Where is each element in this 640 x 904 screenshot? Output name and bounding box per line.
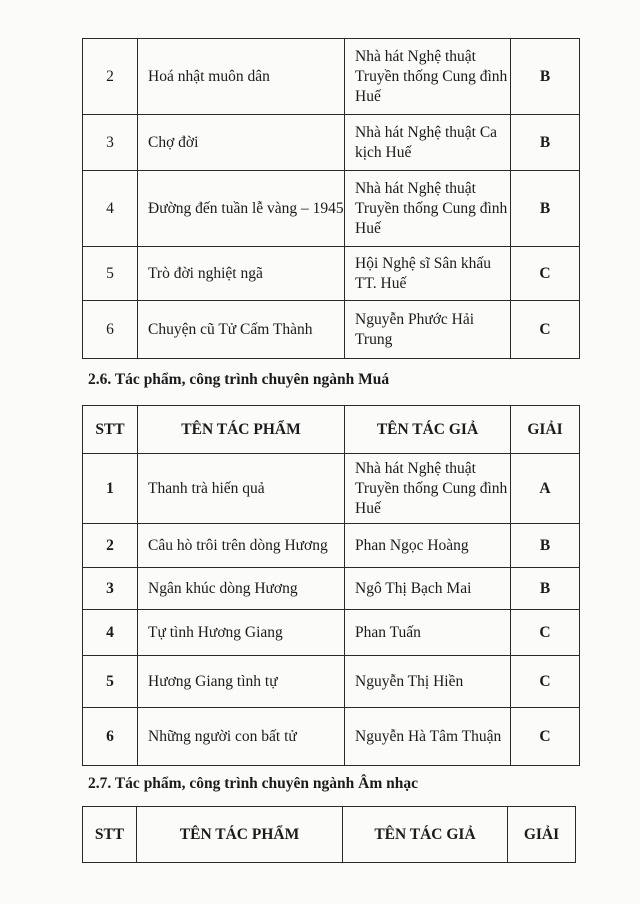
author-cell: Hội Nghệ sĩ Sân khấu TT. Huế — [345, 247, 511, 301]
work-name-cell: Đường đến tuần lễ vàng – 1945 — [138, 171, 345, 247]
stt-cell: 2 — [83, 39, 138, 115]
author-cell: Nhà hát Nghệ thuật Truyền thống Cung đình Huế — [345, 454, 511, 524]
author-cell: Nhà hát Nghệ thuật Truyền thống Cung đình Huế — [345, 39, 511, 115]
stt-cell: 4 — [83, 610, 138, 656]
award-cell: B — [511, 39, 580, 115]
author-cell: Phan Tuấn — [345, 610, 511, 656]
table-row — [83, 39, 580, 115]
stt-cell: 6 — [83, 301, 138, 359]
work-name-cell: Hoá nhật muôn dân — [138, 39, 345, 115]
work-name-cell: Câu hò trôi trên dòng Hương — [138, 524, 345, 568]
table-header-row — [83, 406, 580, 454]
work-name-cell: Hương Giang tình tự — [138, 656, 345, 708]
author-cell: Nhà hát Nghệ thuật Truyền thống Cung đình Huế — [345, 171, 511, 247]
stt-cell: 6 — [83, 708, 138, 766]
author-cell: Nhà hát Nghệ thuật Ca kịch Huế — [345, 115, 511, 171]
award-cell: C — [511, 247, 580, 301]
table-row — [83, 301, 580, 359]
work-name-cell: Tự tình Hương Giang — [138, 610, 345, 656]
award-cell: C — [511, 708, 580, 766]
awards-table-continued — [82, 38, 580, 359]
stt-cell: 4 — [83, 171, 138, 247]
award-cell: C — [511, 301, 580, 359]
award-cell: C — [511, 656, 580, 708]
work-name-cell: Chuyện cũ Tử Cấm Thành — [138, 301, 345, 359]
work-name-cell: Trò đời nghiệt ngã — [138, 247, 345, 301]
award-cell: B — [511, 568, 580, 610]
header-stt: STT — [83, 807, 137, 863]
table-row — [83, 708, 580, 766]
work-name-cell: Những người con bất tử — [138, 708, 345, 766]
author-cell: Nguyễn Thị Hiền — [345, 656, 511, 708]
author-cell: Ngô Thị Bạch Mai — [345, 568, 511, 610]
music-awards-table — [82, 806, 576, 863]
section-heading-dance: 2.6. Tác phẩm, công trình chuyên ngành Muá — [88, 371, 390, 388]
award-cell: B — [511, 171, 580, 247]
stt-cell: 3 — [83, 115, 138, 171]
stt-cell: 1 — [83, 454, 138, 524]
header-award: GIẢI — [511, 406, 580, 454]
award-cell: B — [511, 524, 580, 568]
header-award: GIẢI — [508, 807, 576, 863]
stt-cell: 5 — [83, 656, 138, 708]
table-row — [83, 524, 580, 568]
table-row — [83, 171, 580, 247]
table-row — [83, 115, 580, 171]
header-author: TÊN TÁC GIẢ — [343, 807, 508, 863]
table-row — [83, 454, 580, 524]
table-row — [83, 247, 580, 301]
stt-cell: 5 — [83, 247, 138, 301]
award-cell: C — [511, 610, 580, 656]
work-name-cell: Chợ đời — [138, 115, 345, 171]
award-cell: B — [511, 115, 580, 171]
table-row — [83, 656, 580, 708]
work-name-cell: Thanh trà hiến quả — [138, 454, 345, 524]
stt-cell: 3 — [83, 568, 138, 610]
author-cell: Phan Ngọc Hoàng — [345, 524, 511, 568]
header-work-name: TÊN TÁC PHẨM — [137, 807, 343, 863]
award-cell: A — [511, 454, 580, 524]
author-cell: Nguyễn Hà Tâm Thuận — [345, 708, 511, 766]
author-cell: Nguyễn Phước Hải Trung — [345, 301, 511, 359]
dance-awards-table — [82, 405, 580, 766]
table-row — [83, 568, 580, 610]
work-name-cell: Ngân khúc dòng Hương — [138, 568, 345, 610]
table-row — [83, 610, 580, 656]
header-author: TÊN TÁC GIẢ — [345, 406, 511, 454]
header-work-name: TÊN TÁC PHẨM — [138, 406, 345, 454]
section-heading-music: 2.7. Tác phẩm, công trình chuyên ngành Âm nhạc — [88, 775, 419, 792]
header-stt: STT — [83, 406, 138, 454]
stt-cell: 2 — [83, 524, 138, 568]
table-header-row — [83, 807, 576, 863]
